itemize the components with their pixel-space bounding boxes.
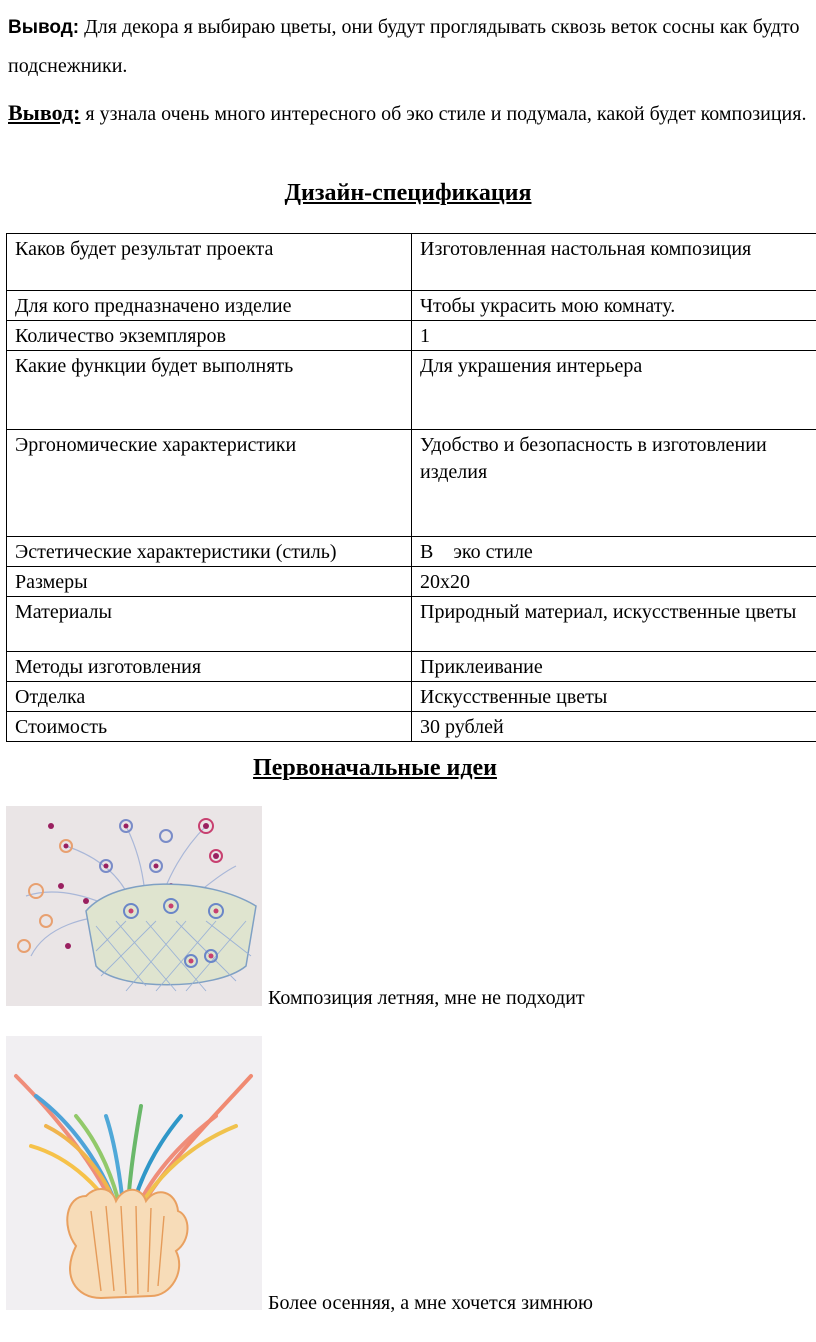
spec-label: Отделка bbox=[7, 682, 412, 712]
spec-value: 30 рублей bbox=[412, 712, 816, 742]
spec-value: 1 bbox=[412, 321, 816, 351]
idea-caption-1: Композиция летняя, мне не подходит bbox=[268, 987, 585, 1009]
spec-label: Стоимость bbox=[7, 712, 412, 742]
table-row bbox=[7, 291, 816, 321]
ideas-heading: Первоначальные идеи bbox=[253, 755, 497, 781]
spec-label: Размеры bbox=[7, 567, 412, 597]
spec-label: Материалы bbox=[7, 597, 412, 652]
spec-value: Природный материал, искусственные цветы bbox=[412, 597, 816, 652]
table-row bbox=[7, 321, 816, 351]
idea-caption-2: Более осенняя, а мне хочется зимнюю bbox=[268, 1292, 593, 1314]
table-row bbox=[7, 351, 816, 430]
spec-label: Эстетические характеристики (стиль) bbox=[7, 537, 412, 567]
spec-label: Для кого предназначено изделие bbox=[7, 291, 412, 321]
conclusion-text: я узнала очень много интересного об эко стиле и подумала, какой будет композиция. bbox=[80, 103, 807, 125]
conclusion-paragraph-1 bbox=[8, 8, 808, 85]
spec-value: Для украшения интерьера bbox=[412, 351, 816, 430]
summer-basket-drawing bbox=[6, 806, 262, 1006]
table-row bbox=[7, 712, 816, 742]
spec-value: Удобство и безопасность в изготовлении изделия bbox=[412, 430, 816, 537]
spec-label: Методы изготовления bbox=[7, 652, 412, 682]
table-row bbox=[7, 682, 816, 712]
table-row bbox=[7, 234, 816, 291]
spec-value: Изготовленная настольная композиция bbox=[412, 234, 816, 291]
spec-value: Приклеивание bbox=[412, 652, 816, 682]
table-row bbox=[7, 567, 816, 597]
conclusion-paragraph-2 bbox=[8, 98, 808, 129]
table-row bbox=[7, 430, 816, 537]
conclusion-text: Для декора я выбираю цветы, они будут проглядывать сквозь веток сосны как будто подснежники. bbox=[8, 16, 800, 77]
spec-value: 20х20 bbox=[412, 567, 816, 597]
table-row bbox=[7, 652, 816, 682]
spec-value: В эко стиле bbox=[412, 537, 816, 567]
spec-value: Чтобы украсить мою комнату. bbox=[412, 291, 816, 321]
spec-label: Какие функции будет выполнять bbox=[7, 351, 412, 430]
design-spec-table bbox=[6, 233, 816, 742]
spec-value: Искусственные цветы bbox=[412, 682, 816, 712]
table-row bbox=[7, 537, 816, 567]
table-row bbox=[7, 597, 816, 652]
design-spec-heading: Дизайн-спецификация bbox=[284, 180, 532, 206]
conclusion-lead: Вывод: bbox=[8, 17, 80, 38]
autumn-fan-drawing bbox=[6, 1036, 262, 1310]
spec-label: Количество экземпляров bbox=[7, 321, 412, 351]
spec-label: Каков будет результат проекта bbox=[7, 234, 412, 291]
conclusion-lead: Вывод: bbox=[8, 100, 81, 125]
spec-label: Эргономические характеристики bbox=[7, 430, 412, 537]
